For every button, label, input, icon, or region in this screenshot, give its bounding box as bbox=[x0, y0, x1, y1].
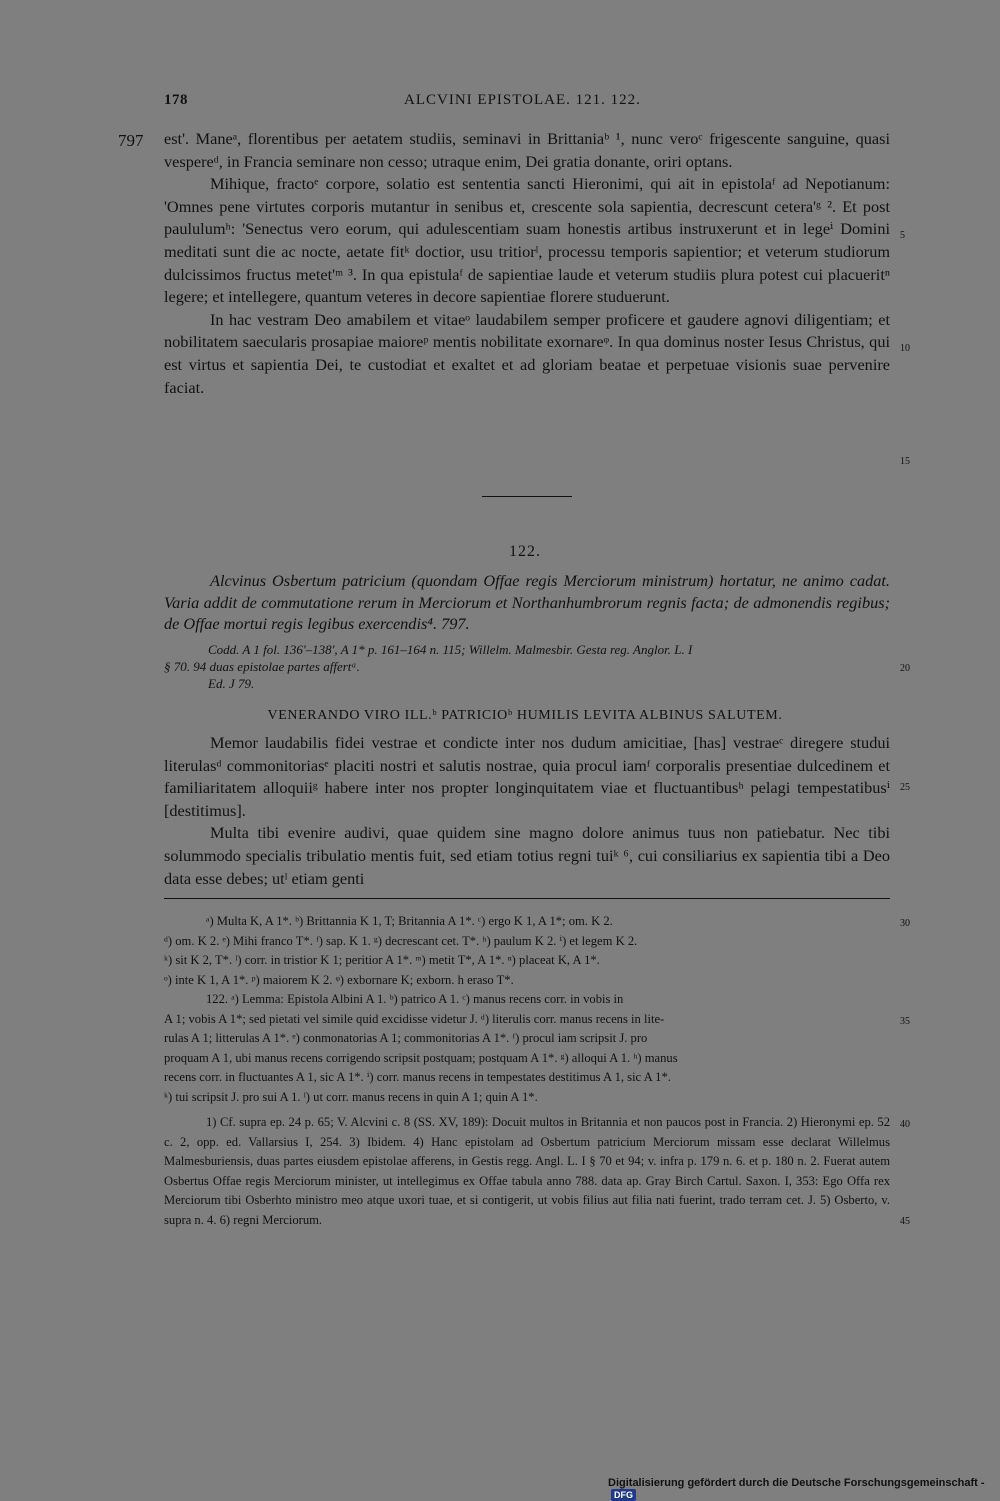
note-line: ᵏ) tui scripsit J. pro sui A 1. ˡ) ut corr. manus recens in quin A 1; quin A 1*. bbox=[164, 1089, 538, 1104]
source-line: Ed. J 79. bbox=[208, 676, 255, 691]
dfg-credit bbox=[608, 1477, 1000, 1501]
section-divider bbox=[482, 496, 572, 497]
margin-year: 797 bbox=[118, 131, 144, 150]
line-number: 35 bbox=[900, 1016, 910, 1027]
footnote-text: 1) Cf. supra ep. 24 p. 65; V. Alcvini c. 8 (SS. XV, 189): Docuit multos in Britannia et non paucos post in Francia. 2) Hieronymi ep. 52 c. 2, opp. ed. Vallarsius I, 254. 3) Ibidem. 4) Hanc epistolam ad Osbertum patricium Merciorum missam esse declarat Willelmus Malmesburiensis, duas partes eiusdem epistolae afferens, in Gestis regg. Angl. L. I § 70 et 94; v. infra p. 179 n. 6. et p. 180 n. 2. Fuerat autem Osbertus Offae regis Merciorum minister, ut intellegimus ex Offae tabula anno 788. data ap. Gray Birch Cartul. Saxon. I, 353: Ego Offa rex Merciorum tibi Osberhto ministro meo atque uxori tuae, et si contigerit, ut vobis filius aut filia nati fuerint, trado terram cet. J. 5) Osberto, v. supra n. 4. 6) regni Merciorum. bbox=[164, 1115, 890, 1227]
paragraph: Multa tibi evenire audivi, quae quidem sine magno dolore animus tuus non patiebatur. Nec tibi solummodo specialis tribulatio mentis fuit, sed etiam totius regni tuiᵏ ⁶, cui consiliarius ex sapientia tibi a Deo data esse debes; utˡ etiam genti bbox=[164, 823, 890, 888]
line-number: 5 bbox=[900, 230, 905, 241]
note-line: ᵈ) om. K 2. ᵉ) Mihi franco T*. ᶠ) sap. K 1. ᵍ) decrescant cet. T*. ʰ) paulum K 2. ⁱ) et legem K 2. bbox=[164, 933, 638, 948]
page-header bbox=[164, 92, 890, 116]
source-line: § 70. 94 duas epistolae partes affertᵃ. bbox=[164, 659, 360, 674]
note-line: rulas A 1; litterulas A 1*. ᵉ) conmonatorias A 1; commonitorias A 1*. ᶠ) procul iam scripsit J. pro bbox=[164, 1031, 648, 1045]
line-number: 15 bbox=[900, 456, 910, 467]
line-number: 10 bbox=[900, 343, 910, 354]
line-number: 45 bbox=[900, 1216, 910, 1227]
note-line: A 1; vobis A 1*; sed pietati vel simile quid excidisse videtur J. ᵈ) literulis corr. manus recens in lite- bbox=[164, 1011, 665, 1026]
salutation: VENERANDO VIRO ILL.ᵇ PATRICIOᵇ HUMILIS LEVITA ALBINUS SALUTEM. bbox=[267, 708, 783, 723]
dfg-credit-text: Digitalisierung gefördert durch die Deutsche Forschungsgemeinschaft - bbox=[608, 1477, 985, 1489]
source-line: Codd. A 1 fol. 136'–138', A 1* p. 161–164 n. 115; Willelm. Malmesbir. Gesta reg. Anglor. L. I bbox=[208, 642, 693, 657]
running-head: ALCVINI EPISTOLAE. 121. 122. bbox=[404, 92, 641, 108]
dfg-logo: DFG bbox=[611, 1489, 636, 1501]
page-number: 178 bbox=[164, 92, 188, 108]
note-line: 122. ᵃ) Lemma: Epistola Albini A 1. ᵇ) patrico A 1. ᶜ) manus recens corr. in vobis in bbox=[206, 992, 624, 1006]
regest bbox=[164, 570, 890, 635]
line-number: 20 bbox=[900, 663, 910, 674]
footnotes bbox=[164, 1113, 890, 1230]
critical-apparatus bbox=[164, 912, 890, 1107]
note-line: ᵏ) sit K 2, T*. ˡ) corr. in tristior K 1; peritior A 1*. ᵐ) metit T*, A 1*. ⁿ) placeat K, A 1*. bbox=[164, 953, 600, 967]
paragraph: Memor laudabilis fidei vestrae et condicte inter nos dudum amicitiae, [has] vestraeᶜ diregere studui literulasᵈ commonitoriasᵉ placiti nostri et salutis nostrae, quia procul iamᶠ corporalis presentiae dulcedinem et familiaritatem alloquiiᵍ habere inter nos propter longinquitatem viae et fluctuantibusʰ pelagi tempestatibusⁱ [destitimus]. bbox=[164, 733, 890, 820]
notes-divider bbox=[164, 898, 890, 899]
epistle-number: 122. bbox=[509, 543, 541, 560]
note-line: recens corr. in fluctuantes A 1, sic A 1*. ⁱ) corr. manus recens in tempestates destitimus A 1, sic A 1*. bbox=[164, 1070, 671, 1084]
paragraph: Mihique, fractoᵉ corpore, solatio est sententia sancti Hieronimi, qui ait in epistolaᶠ ad Nepotianum: 'Omnes pene virtutes corporis mutantur in senibus et, crescente sola sapientia, decrescunt cetera'ᵍ ². Et post paululumʰ: 'Senectus vero eorum, qui adulescentiam suam honestis artibus instruxerunt et in legeⁱ Domini meditati sunt die ac nocte, aetate fitᵏ doctior, usu tritiorˡ, processu temporis sapientior; et veterum studiorum dulcissimos fructus metet'ᵐ ³. In qua epistulaᶠ de sapientiae laude et veterum studiis plura potest cui placueritⁿ legere; et intellegere, quantum veteres in decore sapientiae florere studuerunt. bbox=[164, 174, 890, 307]
line-number: 25 bbox=[900, 782, 910, 793]
note-line: ᵒ) inte K 1, A 1*. ᵖ) maiorem K 2. ᵠ) exbornare K; exborn. h eraso T*. bbox=[164, 972, 514, 987]
note-line: ᵃ) Multa K, A 1*. ᵇ) Brittannia K 1, T; Britannia A 1*. ᶜ) ergo K 1, A 1*; om. K 2. bbox=[206, 914, 613, 928]
letter-121-end bbox=[164, 128, 890, 399]
note-line: proquam A 1, ubi manus recens corrigendo scripsit postquam; postquam A 1*. ᵍ) alloqui A 1. ʰ) manus bbox=[164, 1050, 678, 1065]
line-number: 40 bbox=[900, 1119, 910, 1130]
manuscript-sources bbox=[164, 641, 890, 692]
letter-122-body bbox=[164, 732, 890, 890]
line-number: 30 bbox=[900, 918, 910, 929]
paragraph: est'. Maneᵃ, florentibus per aetatem studiis, seminavi in Brittaniaᵇ ¹, nunc veroᶜ frigescente sanguine, quasi vespereᵈ, in Francia seminare non cesso; utraque enim, Dei gratia donante, oriri optans. bbox=[164, 129, 890, 171]
paragraph: In hac vestram Deo amabilem et vitaeᵒ laudabilem semper proficere et gaudere agnovi diligentiam; et nobilitatem saecularis prosapiae maioreᵖ mentis nobilitate exornareᵠ. In qua dominus noster Iesus Christus, qui est virtus et sapientia Dei, te custodiat et exaltet et ad gloriam beatae et perpetuae visionis suae pervenire faciat. bbox=[164, 309, 890, 397]
regest-text: Alcvinus Osbertum patricium (quondam Offae regis Merciorum ministrum) hortatur, ne animo cadat. Varia addit de commutatione rerum in Merciorum et Northanhumbrorum regnis facta; de admonendis regibus; de Offae mortui regis legibus exercendis⁴. 797. bbox=[164, 571, 890, 634]
